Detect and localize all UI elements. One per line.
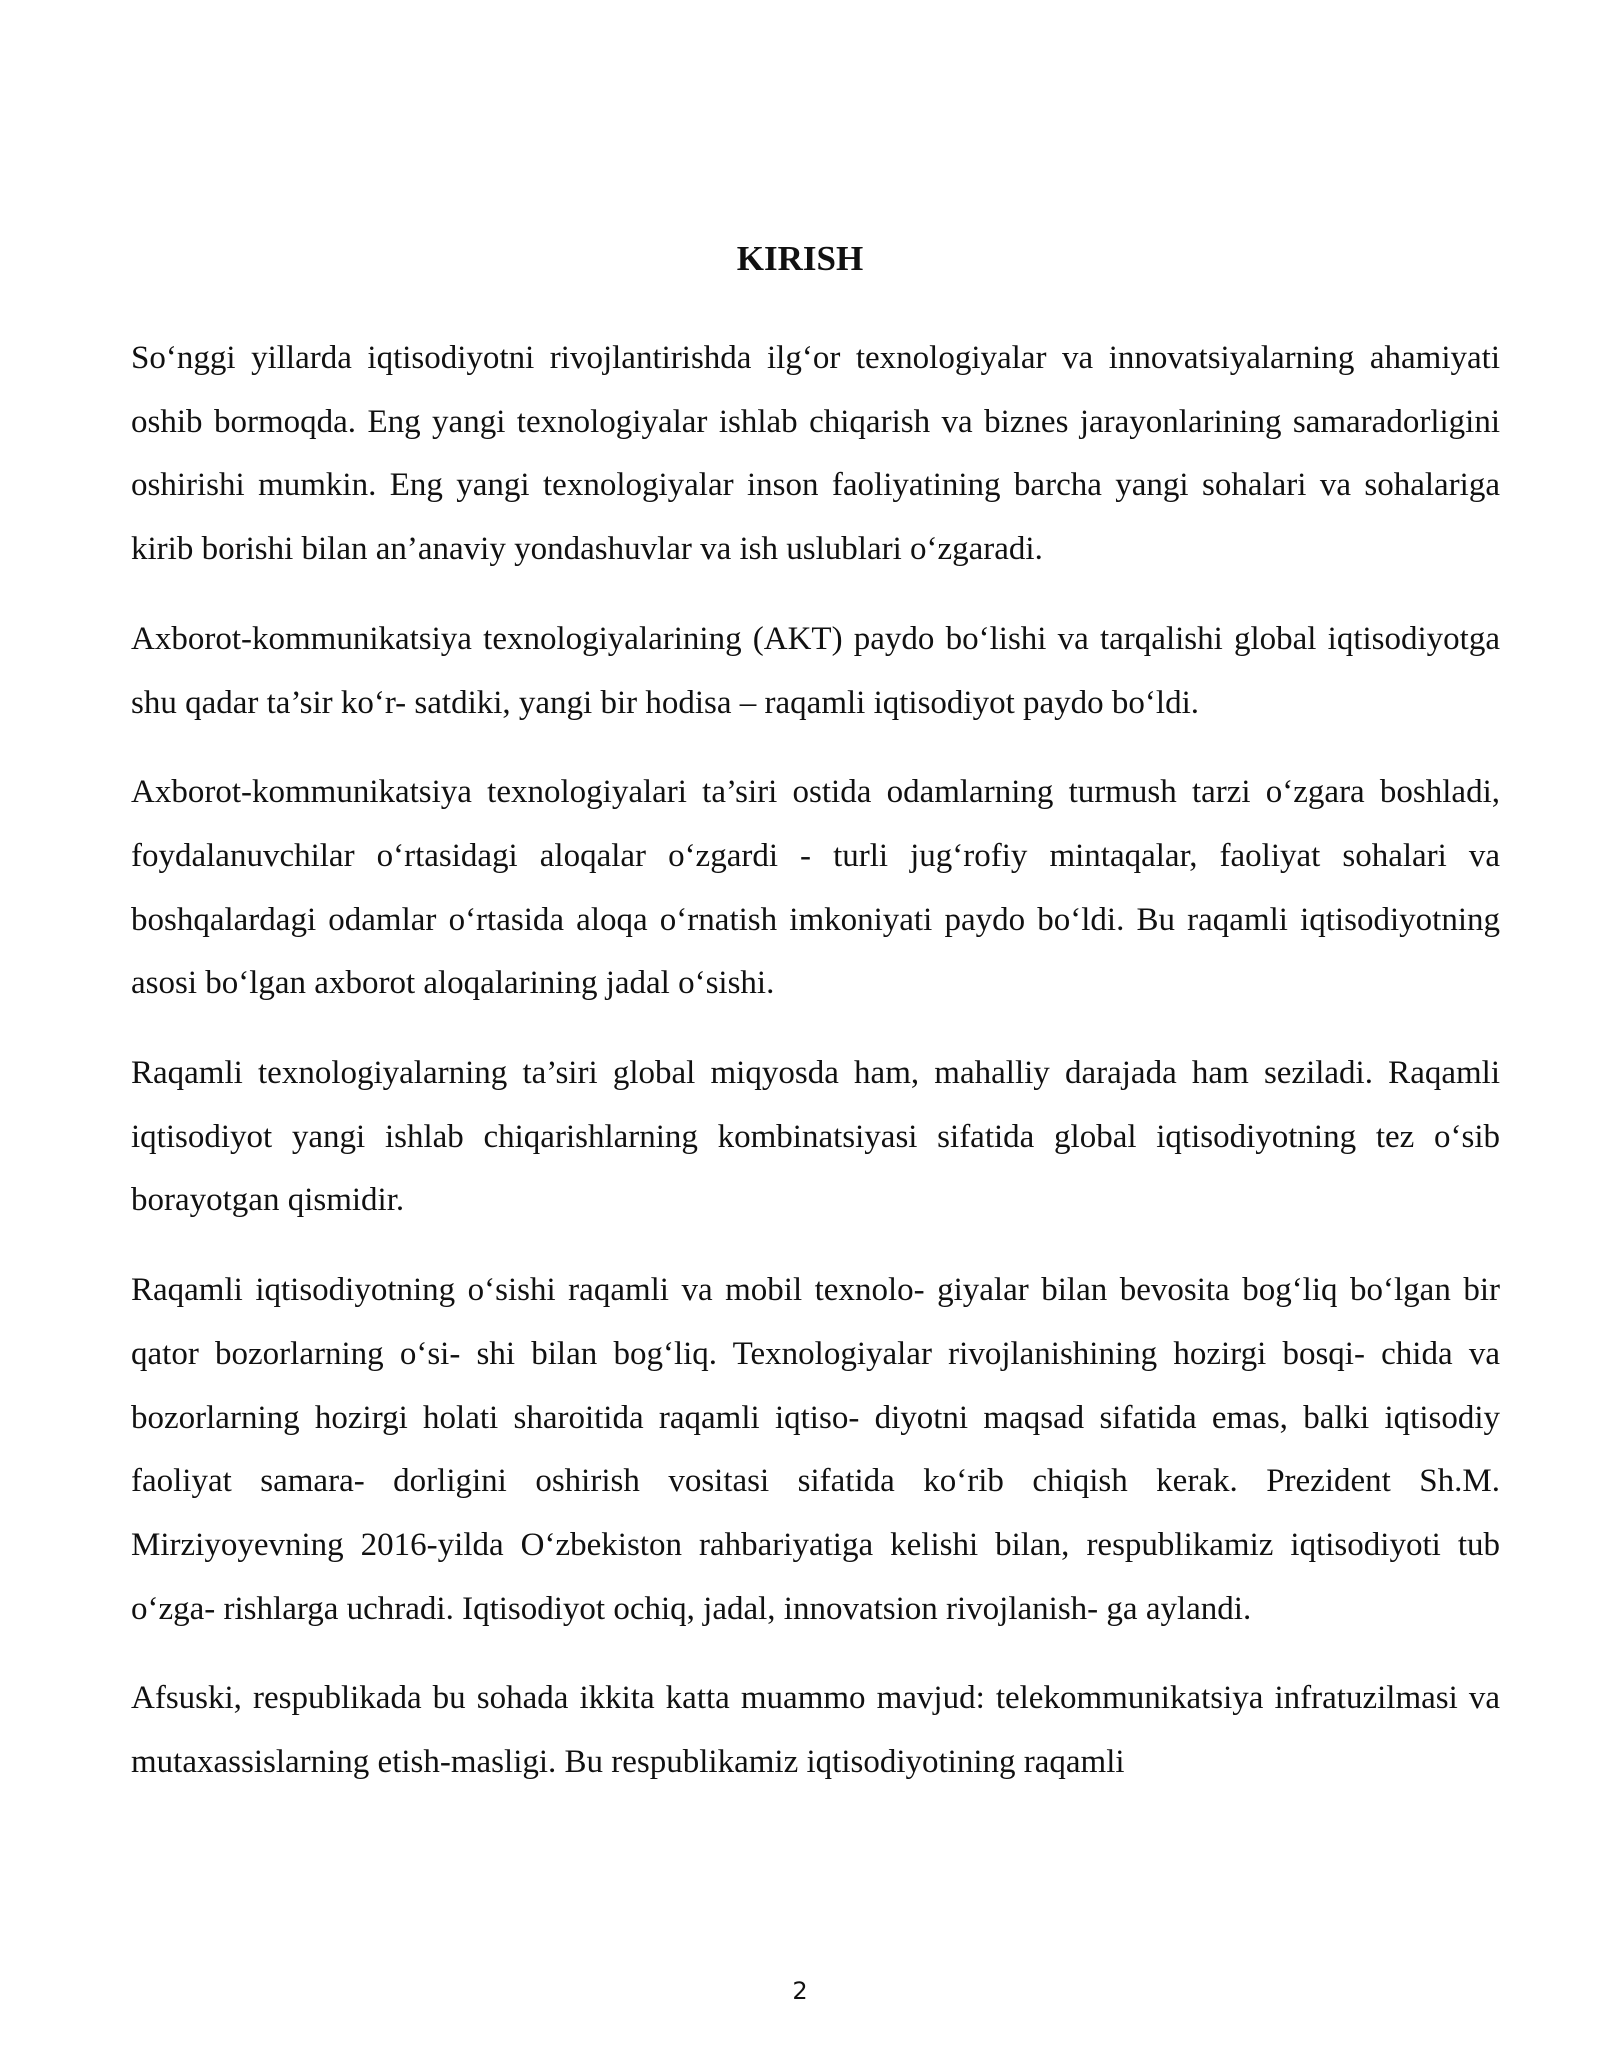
paragraph: Raqamli iqtisodiyotning o‘sishi raqamli va mobil texnolo- giyalar bilan bevosita bog‘liq bo‘lgan bir qator bozorlarning o‘si- shi bilan bog‘liq. Texnologiyalar rivojlanishining hozirgi bosqi- chida va bozorlarning hozirgi holati sharoitida raqamli iqtiso- diyotni maqsad sifatida emas, balki iqtisodiy faoliyat samara- dorligini oshirish vositasi sifatida ko‘rib chiqish kerak. Prezident Sh.M. Mirziyoyevning 2016-yilda O‘zbekiston rahbariyatiga kelishi bilan, respublikamiz iqtisodiyoti tub o‘zga- rishlarga uchradi. Iqtisodiyot ochiq, jadal, innovatsion rivojlanish- ga aylandi. [131,1272,1500,1627]
paragraph: So‘nggi yillarda iqtisodiyotni rivojlantirishda ilg‘or texnologiyalar va innovatsiyalarning ahamiyati oshib bormoqda. Eng yangi texnologiyalar ishlab chiqarish va biznes jarayonlarining samaradorligini oshirishi mumkin. Eng yangi texnologiyalar inson faoliyatining barcha yangi sohalari va sohalariga kirib borishi bilan an’anaviy yondashuvlar va ish uslublari o‘zgaradi. [131,340,1500,568]
paragraph: Afsuski, respublikada bu sohada ikkita katta muammo mavjud: telekommunikatsiya infratuzilmasi va mutaxassislarning etish-masligi. Bu respublikamiz iqtisodiyotining raqamli [131,1680,1500,1781]
paragraph: Axborot-kommunikatsiya texnologiyalarining (AKT) paydo bo‘lishi va tarqalishi global iqtisodiyotga shu qadar ta’sir ko‘r- satdiki, yangi bir hodisa – raqamli iqtisodiyot paydo bo‘ldi. [131,620,1500,721]
section-heading: KIRISH [736,239,864,278]
paragraph: Raqamli texnologiyalarning ta’siri global miqyosda ham, mahalliy darajada ham seziladi. Raqamli iqtisodiyot yangi ishlab chiqarishlarning kombinatsiyasi sifatida global iqtisodiyotning tez o‘sib borayotgan qismidir. [131,1055,1500,1219]
body-text [131,327,1500,1821]
page-number: 2 [792,1977,808,2005]
paragraph: Axborot-kommunikatsiya texnologiyalari ta’siri ostida odamlarning turmush tarzi o‘zgara boshladi, foydalanuvchilar o‘rtasidagi aloqalar o‘zgardi - turli jug‘rofiy mintaqalar, faoliyat sohalari va boshqalardagi odamlar o‘rtasida aloqa o‘rnatish imkoniyati paydo bo‘ldi. Bu raqamli iqtisodiyotning asosi bo‘lgan axborot aloqalarining jadal o‘sishi. [131,774,1500,1002]
